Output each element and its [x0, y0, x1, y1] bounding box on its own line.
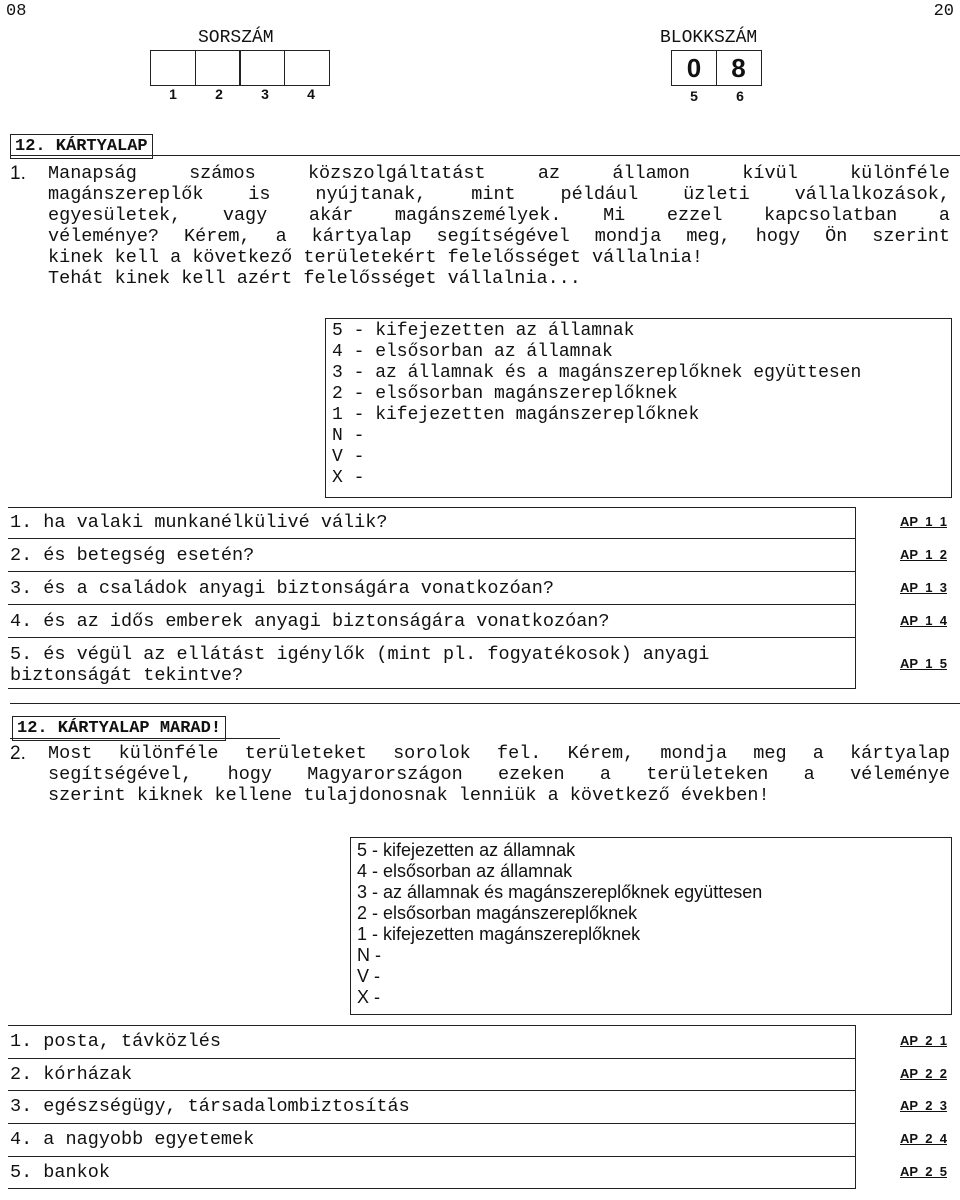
section-rule-2 — [10, 703, 960, 704]
code-ap-1-1: AP_1_1 — [900, 514, 947, 529]
item-2-2: 2. kórházak — [10, 1064, 133, 1085]
section-rule-2b — [10, 738, 280, 739]
item-1-1: 1. ha valaki munkanélkülivé válik? — [10, 512, 388, 533]
item-2-1: 1. posta, távközlés — [10, 1031, 221, 1052]
code-ap-2-2: AP_2_2 — [900, 1066, 947, 1081]
question-1-line: Tehát kinek kell azért felelősséget vállalnia... — [48, 268, 581, 289]
card-label-1: 12. KÁRTYALAP — [10, 134, 153, 159]
question-2-line: szerint kiknek kellene tulajdonosnak lenniük a következő években! — [48, 785, 770, 806]
scale-option: 2 - elsősorban magánszereplőknek — [332, 384, 678, 404]
grid-line — [8, 1090, 856, 1091]
sorszam-cells — [150, 50, 330, 86]
question-1-text — [48, 163, 950, 289]
page-right-number: 20 — [933, 2, 954, 21]
grid-line — [8, 507, 856, 508]
scale-option: 1 - kifejezetten magánszereplőknek — [357, 924, 641, 944]
grid-line — [8, 1123, 856, 1124]
page-left-number: 08 — [6, 2, 27, 21]
blokkszam-cells — [671, 50, 762, 86]
item-1-5: 5. és végül az ellátást igénylők (mint pl. fogyatékosok) anyagi — [10, 644, 710, 665]
blokkszam-cell-numbers — [671, 88, 763, 104]
question-2-number: 2. — [10, 743, 26, 764]
scale-option: 3 - az államnak és magánszereplőknek együttesen — [357, 882, 763, 902]
scale-option: X - — [357, 987, 381, 1007]
grid-line — [8, 1058, 856, 1059]
scale-option: 5 - kifejezetten az államnak — [357, 840, 576, 860]
blokkszam-num-5: 5 — [690, 88, 698, 104]
sorszam-cell-numbers — [150, 86, 334, 102]
section-rule-1 — [10, 155, 960, 156]
scale-option: N - — [332, 426, 365, 446]
answer-column-divider — [855, 1025, 856, 1188]
grid-line — [8, 604, 856, 605]
code-ap-1-4: AP_1_4 — [900, 613, 947, 628]
blokkszam-num-6: 6 — [736, 88, 744, 104]
sorszam-label: SORSZÁM — [198, 28, 274, 48]
scale-option: 2 - elsősorban magánszereplőknek — [357, 903, 638, 923]
code-ap-1-3: AP_1_3 — [900, 580, 947, 595]
scale-option: V - — [332, 447, 365, 467]
item-2-4: 4. a nagyobb egyetemek — [10, 1129, 255, 1150]
item-2-5: 5. bankok — [10, 1162, 110, 1183]
scale-option: X - — [332, 468, 365, 488]
grid-line — [8, 538, 856, 539]
code-ap-1-5: AP_1_5 — [900, 656, 947, 671]
code-ap-2-4: AP_2_4 — [900, 1131, 947, 1146]
grid-line — [8, 637, 856, 638]
item-1-3: 3. és a családok anyagi biztonságára vonatkozóan? — [10, 578, 554, 599]
grid-line — [8, 688, 856, 689]
question-2-line: Most különféle területeket sorolok fel. Kérem, mondja meg a kártyalap — [48, 743, 950, 764]
grid-line — [8, 1188, 856, 1189]
question-1-line: Manapság számos közszolgáltatást az államon kívül különféle — [48, 163, 950, 184]
scale-option: 4 - elsősorban az államnak — [332, 342, 613, 362]
item-1-2: 2. és betegség esetén? — [10, 545, 255, 566]
scale-option: N - — [357, 945, 381, 965]
blokkszam-label: BLOKKSZÁM — [660, 28, 758, 48]
question-1-line: kinek kell a következő területekért felelősséget vállalnia! — [48, 247, 704, 268]
sorszam-cell-3[interactable] — [239, 50, 285, 86]
answer-column-divider — [855, 507, 856, 688]
scale-option: 4 - elsősorban az államnak — [357, 861, 573, 881]
question-2-text — [48, 743, 950, 806]
sorszam-cell-4[interactable] — [284, 50, 330, 86]
sorszam-cell-1[interactable] — [150, 50, 196, 86]
blokkszam-digit-2: 8 — [716, 50, 762, 86]
grid-line — [8, 571, 856, 572]
question-1-line: véleménye? Kérem, a kártyalap segítségével mondja meg, hogy Ön szerint — [48, 226, 950, 247]
sorszam-num-3: 3 — [261, 86, 269, 102]
scale-option: V - — [357, 966, 381, 986]
code-ap-2-3: AP_2_3 — [900, 1098, 947, 1113]
sorszam-cell-2[interactable] — [195, 50, 241, 86]
sorszam-num-1: 1 — [169, 86, 177, 102]
question-2-line: segítségével, hogy Magyarországon ezeken a területeken a véleménye — [48, 764, 950, 785]
question-1-line: magánszereplők is nyújtanak, mint például üzleti vállalkozások, — [48, 184, 950, 205]
sorszam-num-4: 4 — [307, 86, 315, 102]
scale-option: 5 - kifejezetten az államnak — [332, 321, 635, 341]
card-label-2: 12. KÁRTYALAP MARAD! — [12, 716, 226, 741]
grid-line — [8, 1025, 856, 1026]
question-1-line: egyesületek, vagy akár magánszemélyek. Mi ezzel kapcsolatban a — [48, 205, 950, 226]
sorszam-num-2: 2 — [215, 86, 223, 102]
answer-scale-2 — [350, 837, 952, 1015]
grid-line — [8, 1156, 856, 1157]
answer-scale-1 — [325, 318, 952, 498]
scale-option: 1 - kifejezetten magánszereplőknek — [332, 405, 700, 425]
scale-option: 3 - az államnak és a magánszereplőknek együttesen — [332, 363, 862, 383]
code-ap-2-1: AP_2_1 — [900, 1033, 947, 1048]
code-ap-1-2: AP_1_2 — [900, 547, 947, 562]
question-1-number: 1. — [10, 163, 26, 184]
item-1-5-continued: biztonságát tekintve? — [10, 665, 244, 686]
item-2-3: 3. egészségügy, társadalombiztosítás — [10, 1096, 410, 1117]
blokkszam-digit-1: 0 — [671, 50, 717, 86]
item-1-4: 4. és az idős emberek anyagi biztonságára vonatkozóan? — [10, 611, 610, 632]
code-ap-2-5: AP_2_5 — [900, 1164, 947, 1179]
